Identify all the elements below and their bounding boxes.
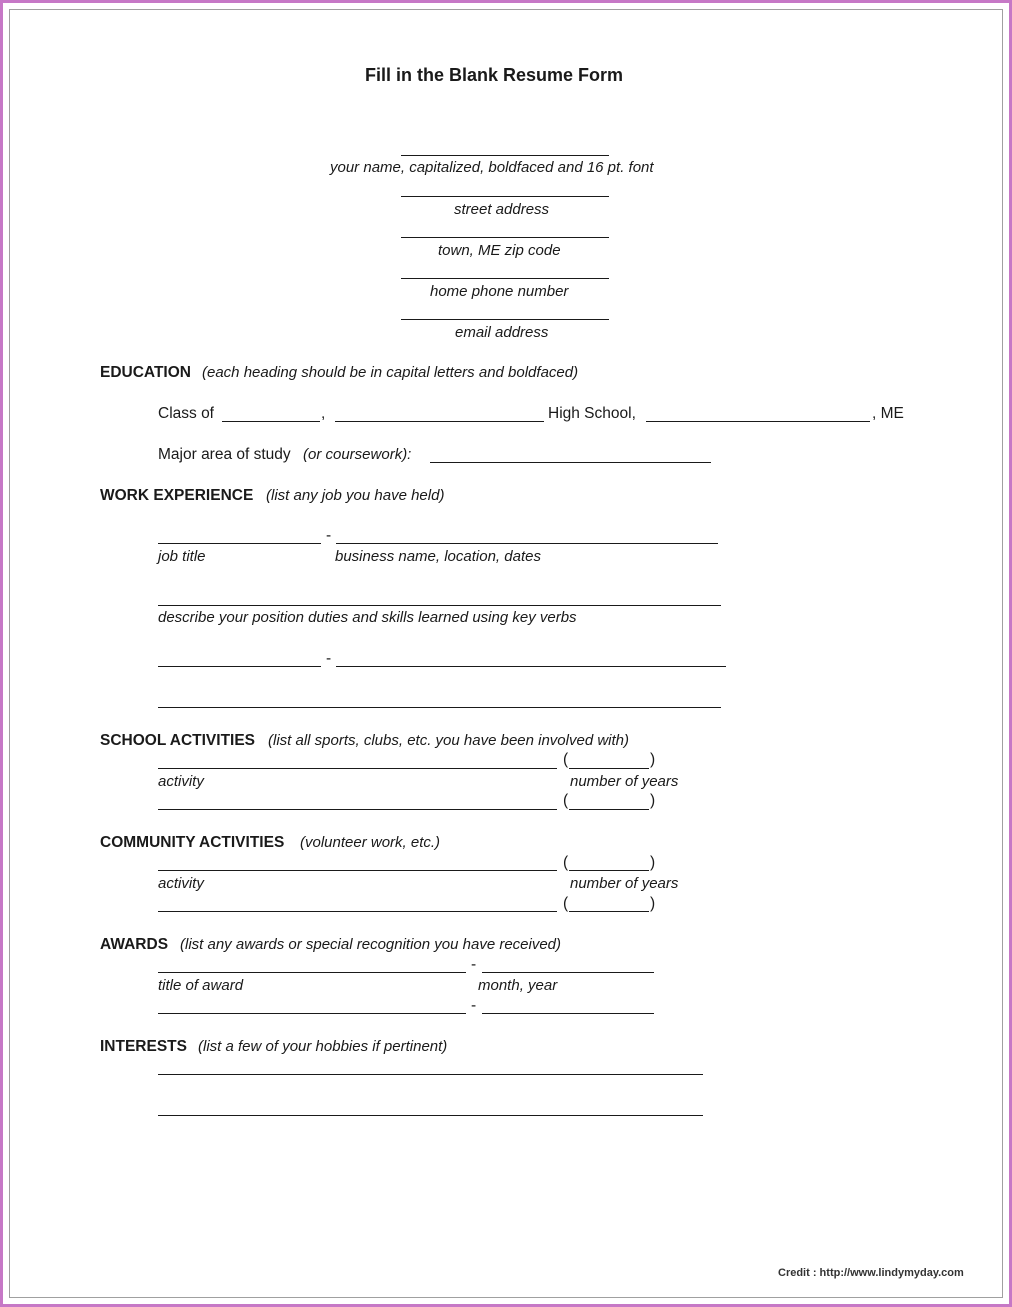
name-line[interactable] <box>401 155 609 156</box>
award-dash-2: - <box>471 997 477 1014</box>
high-school-label: High School, <box>548 405 636 422</box>
town-label: town, ME zip code <box>438 242 561 259</box>
award-title-label: title of award <box>158 977 244 994</box>
community-activity-label: activity <box>158 875 204 892</box>
community-activity-line-2[interactable] <box>158 911 557 912</box>
awards-heading: AWARDS <box>100 936 169 953</box>
school-activity-line-1[interactable] <box>158 768 557 769</box>
community-paren-close-2: ) <box>650 895 656 912</box>
interests-heading: INTERESTS <box>100 1038 187 1055</box>
business-line-2[interactable] <box>336 666 726 667</box>
school-activity-line-2[interactable] <box>158 809 557 810</box>
school-years-line-2[interactable] <box>569 809 649 810</box>
awards-note: (list any awards or special recognition you have received) <box>180 936 562 953</box>
interests-line-2[interactable] <box>158 1115 703 1116</box>
community-paren-open-1: ( <box>563 854 569 871</box>
award-date-line-2[interactable] <box>482 1013 654 1014</box>
street-line[interactable] <box>401 196 609 197</box>
phone-label: home phone number <box>430 283 569 300</box>
major-note: (or coursework): <box>303 446 412 463</box>
describe-line-2[interactable] <box>158 707 721 708</box>
award-title-line-1[interactable] <box>158 972 466 973</box>
community-paren-open-2: ( <box>563 895 569 912</box>
document-title: Fill in the Blank Resume Form <box>365 65 624 85</box>
job-dash-2: - <box>326 650 332 667</box>
community-paren-close-1: ) <box>650 854 656 871</box>
school-note: (list all sports, clubs, etc. you have been involved with) <box>268 732 630 749</box>
class-comma: , <box>321 405 326 422</box>
school-heading: SCHOOL ACTIVITIES <box>100 732 256 749</box>
describe-label: describe your position duties and skills learned using key verbs <box>158 609 577 626</box>
phone-line[interactable] <box>401 278 609 279</box>
business-line-1[interactable] <box>336 543 718 544</box>
school-paren-close-1: ) <box>650 751 656 768</box>
class-year-line[interactable] <box>222 421 320 422</box>
high-school-line[interactable] <box>335 421 544 422</box>
school-years-line-1[interactable] <box>569 768 649 769</box>
job-title-label: job title <box>158 548 206 565</box>
school-paren-open-2: ( <box>563 792 569 809</box>
work-heading: WORK EXPERIENCE <box>100 487 254 504</box>
community-activity-line-1[interactable] <box>158 870 557 871</box>
community-years-line-2[interactable] <box>569 911 649 912</box>
job-title-line-2[interactable] <box>158 666 321 667</box>
award-title-line-2[interactable] <box>158 1013 466 1014</box>
school-activity-label: activity <box>158 773 204 790</box>
school-paren-close-2: ) <box>650 792 656 809</box>
credit-text: Credit : http://www.lindymyday.com <box>778 1267 964 1279</box>
interests-line-1[interactable] <box>158 1074 703 1075</box>
job-title-line-1[interactable] <box>158 543 321 544</box>
state-label: , ME <box>872 405 904 422</box>
street-label: street address <box>454 201 550 218</box>
email-line[interactable] <box>401 319 609 320</box>
award-date-line-1[interactable] <box>482 972 654 973</box>
major-label: Major area of study <box>158 446 291 463</box>
town-school-line[interactable] <box>646 421 870 422</box>
email-label: email address <box>455 324 549 341</box>
major-line[interactable] <box>430 462 711 463</box>
award-dash-1: - <box>471 956 477 973</box>
community-heading: COMMUNITY ACTIVITIES <box>100 834 285 851</box>
interests-note: (list a few of your hobbies if pertinent) <box>198 1038 448 1055</box>
work-note: (list any job you have held) <box>266 487 445 504</box>
community-note: (volunteer work, etc.) <box>300 834 441 851</box>
community-years-line-1[interactable] <box>569 870 649 871</box>
school-years-label: number of years <box>570 773 679 790</box>
job-dash-1: - <box>326 527 332 544</box>
business-label: business name, location, dates <box>335 548 541 565</box>
describe-line-1[interactable] <box>158 605 721 606</box>
town-line[interactable] <box>401 237 609 238</box>
class-of-label: Class of <box>158 405 214 422</box>
award-date-label: month, year <box>478 977 558 994</box>
education-note: (each heading should be in capital letters and boldfaced) <box>202 364 579 381</box>
education-heading: EDUCATION <box>100 364 191 381</box>
name-label: your name, capitalized, boldfaced and 16 pt. font <box>330 159 654 176</box>
school-paren-open-1: ( <box>563 751 569 768</box>
community-years-label: number of years <box>570 875 679 892</box>
